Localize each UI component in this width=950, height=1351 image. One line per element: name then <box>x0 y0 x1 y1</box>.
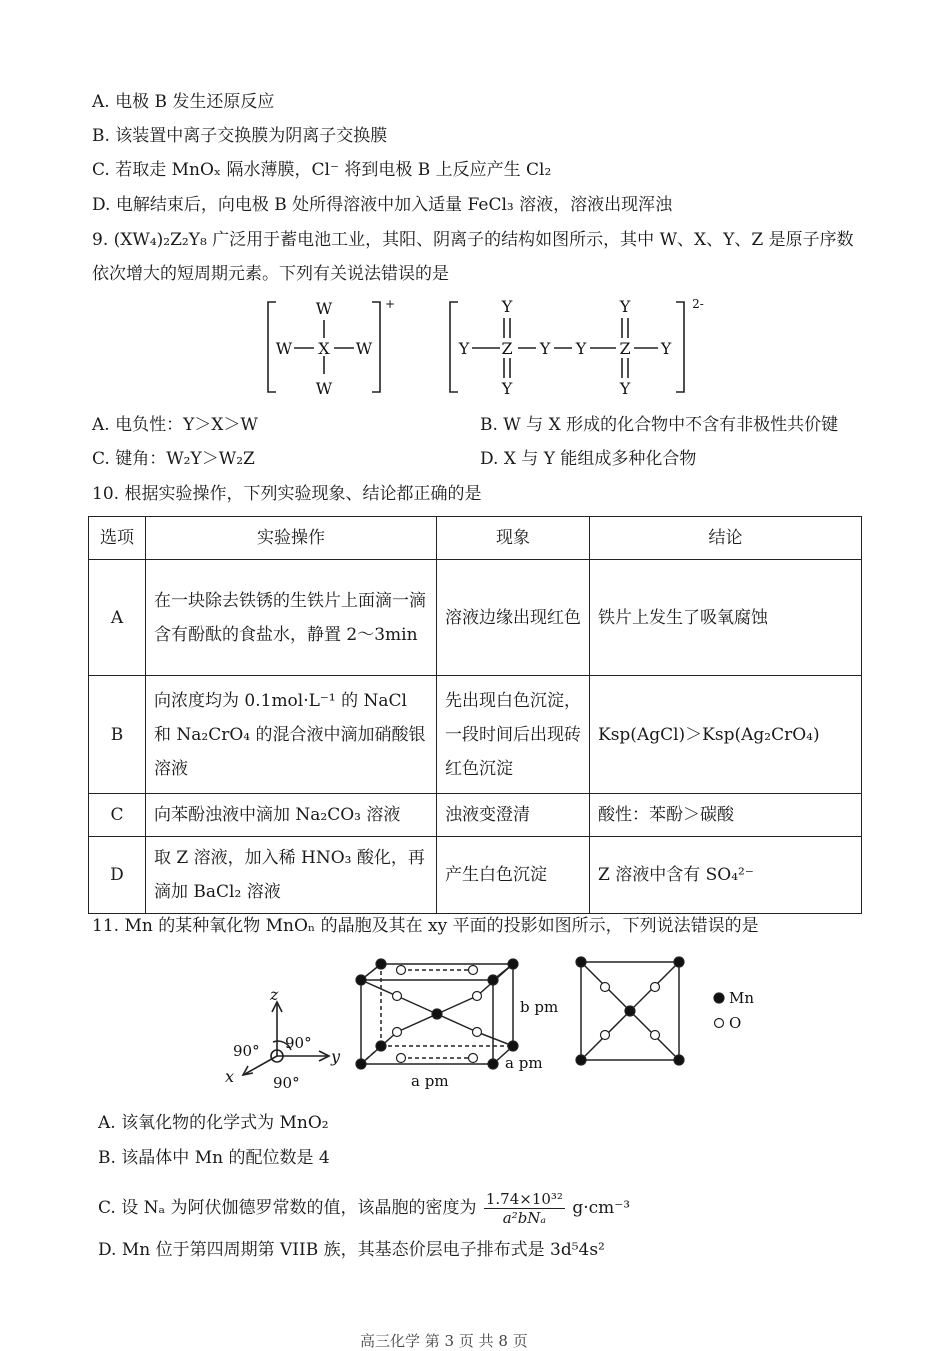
legend-mn: Mn <box>729 989 755 1007</box>
q11-option-c-prefix: C. 设 Nₐ 为阿伏伽德罗常数的值，该晶胞的密度为 <box>98 1198 477 1218</box>
row-operation: 向苯酚浊液中滴加 Na₂CO₃ 溶液 <box>146 794 437 837</box>
table-row <box>89 676 862 794</box>
anion-atom-y1: Y <box>458 339 470 358</box>
row-option: A <box>89 560 146 676</box>
fraction-denominator: a²bNₐ <box>502 1209 547 1227</box>
q8-option-c: C. 若取走 MnOₓ 隔水薄膜，Cl⁻ 将到电极 B 上反应产生 Cl₂ <box>92 160 552 180</box>
row-option: D <box>89 837 146 914</box>
q11-stem: 11. Mn 的某种氧化物 MnOₙ 的晶胞及其在 xy 平面的投影如图所示，下列说法错误的是 <box>92 916 759 936</box>
row-phenomenon: 产生白色沉淀 <box>437 837 590 914</box>
anion-atom-z1: Z <box>501 339 513 358</box>
q9-option-a: A. 电负性：Y＞X＞W <box>92 415 258 435</box>
anion-atom-y-top2: Y <box>619 297 631 316</box>
row-operation: 在一块除去铁锈的生铁片上面滴一滴含有酚酞的食盐水，静置 2～3min <box>146 560 437 676</box>
q11-crystal-figure <box>215 950 775 1100</box>
q9-option-c: C. 键角：W₂Y＞W₂Z <box>92 449 255 469</box>
density-fraction <box>484 1190 565 1227</box>
q9-option-b: B. W 与 X 形成的化合物中不含有非极性共价键 <box>480 415 839 435</box>
header-phenomenon: 现象 <box>437 517 590 560</box>
label-a-pm-right: a pm <box>505 1054 543 1072</box>
axis-y-label: y <box>331 1047 341 1066</box>
header-operation: 实验操作 <box>146 517 437 560</box>
cation-atom-w-top: W <box>315 299 333 318</box>
cation-atom-w-right: W <box>355 339 373 358</box>
axis-x-label: x <box>225 1067 235 1086</box>
row-option: C <box>89 794 146 837</box>
q9-option-d: D. X 与 Y 能组成多种化合物 <box>480 449 697 469</box>
row-operation: 向浓度均为 0.1mol·L⁻¹ 的 NaCl 和 Na₂CrO₄ 的混合液中滴加硝酸银溶液 <box>146 676 437 794</box>
cation-charge: + <box>384 297 396 311</box>
q11-option-c-unit: g·cm⁻³ <box>572 1198 631 1218</box>
row-option: B <box>89 676 146 794</box>
cation-atom-w-bottom: W <box>315 379 333 398</box>
page-footer: 高三化学 第 3 页 共 8 页 <box>360 1332 528 1350</box>
q8-option-a: A. 电极 B 发生还原反应 <box>92 92 275 112</box>
q11-option-c <box>98 1190 630 1227</box>
row-conclusion: 酸性：苯酚＞碳酸 <box>590 794 862 837</box>
table-row <box>89 794 862 837</box>
fraction-numerator: 1.74×10³² <box>485 1190 563 1208</box>
q11-option-b: B. 该晶体中 Mn 的配位数是 4 <box>98 1148 330 1168</box>
row-conclusion: Ksp(AgCl)＞Ksp(Ag₂CrO₄) <box>590 676 862 794</box>
q10-table <box>88 516 862 914</box>
q10-stem: 10. 根据实验操作，下列实验现象、结论都正确的是 <box>92 484 482 504</box>
cation-atom-w-left: W <box>275 339 293 358</box>
q9-stem-line1: 9. (XW₄)₂Z₂Y₈ 广泛用于蓄电池工业，其阳、阴离子的结构如图所示，其中 W、X、Y、Z 是原子序数 <box>92 230 854 250</box>
row-operation: 取 Z 溶液，加入稀 HNO₃ 酸化，再滴加 BaCl₂ 溶液 <box>146 837 437 914</box>
anion-atom-y3: Y <box>575 339 587 358</box>
angle-label-3: 90° <box>273 1074 300 1092</box>
row-phenomenon: 先出现白色沉淀，一段时间后出现砖红色沉淀 <box>437 676 590 794</box>
row-phenomenon: 溶液边缘出现红色 <box>437 560 590 676</box>
q11-option-d: D. Mn 位于第四周期第 VIIB 族，其基态价层电子排布式是 3d⁵4s² <box>98 1240 605 1260</box>
row-conclusion: Z 溶液中含有 SO₄²⁻ <box>590 837 862 914</box>
table-row <box>89 837 862 914</box>
header-conclusion: 结论 <box>590 517 862 560</box>
table-header-row <box>89 517 862 560</box>
anion-atom-y-bot1: Y <box>501 379 513 398</box>
anion-atom-y4: Y <box>660 339 672 358</box>
angle-label-1: 90° <box>233 1042 260 1060</box>
q8-option-b: B. 该装置中离子交换膜为阴离子交换膜 <box>92 126 388 146</box>
table-row <box>89 560 862 676</box>
row-conclusion: 铁片上发生了吸氧腐蚀 <box>590 560 862 676</box>
anion-atom-z2: Z <box>619 339 631 358</box>
anion-atom-y-bot2: Y <box>619 379 631 398</box>
label-a-pm-bottom: a pm <box>411 1072 449 1090</box>
legend-o: O <box>729 1014 742 1032</box>
label-b-pm: b pm <box>520 998 559 1016</box>
header-option: 选项 <box>89 517 146 560</box>
q11-option-a: A. 该氧化物的化学式为 MnO₂ <box>98 1113 329 1133</box>
anion-atom-y2: Y <box>539 339 551 358</box>
q9-ion-structures <box>250 292 720 404</box>
q8-option-d: D. 电解结束后，向电极 B 处所得溶液中加入适量 FeCl₃ 溶液，溶液出现浑浊 <box>92 195 673 215</box>
anion-atom-y-top1: Y <box>501 297 513 316</box>
row-phenomenon: 浊液变澄清 <box>437 794 590 837</box>
angle-label-2: 90° <box>285 1034 312 1052</box>
q9-stem-line2: 依次增大的短周期元素。下列有关说法错误的是 <box>92 264 449 284</box>
cation-atom-x: X <box>318 339 330 358</box>
anion-charge: 2- <box>692 297 704 311</box>
axis-z-label: z <box>270 985 279 1004</box>
